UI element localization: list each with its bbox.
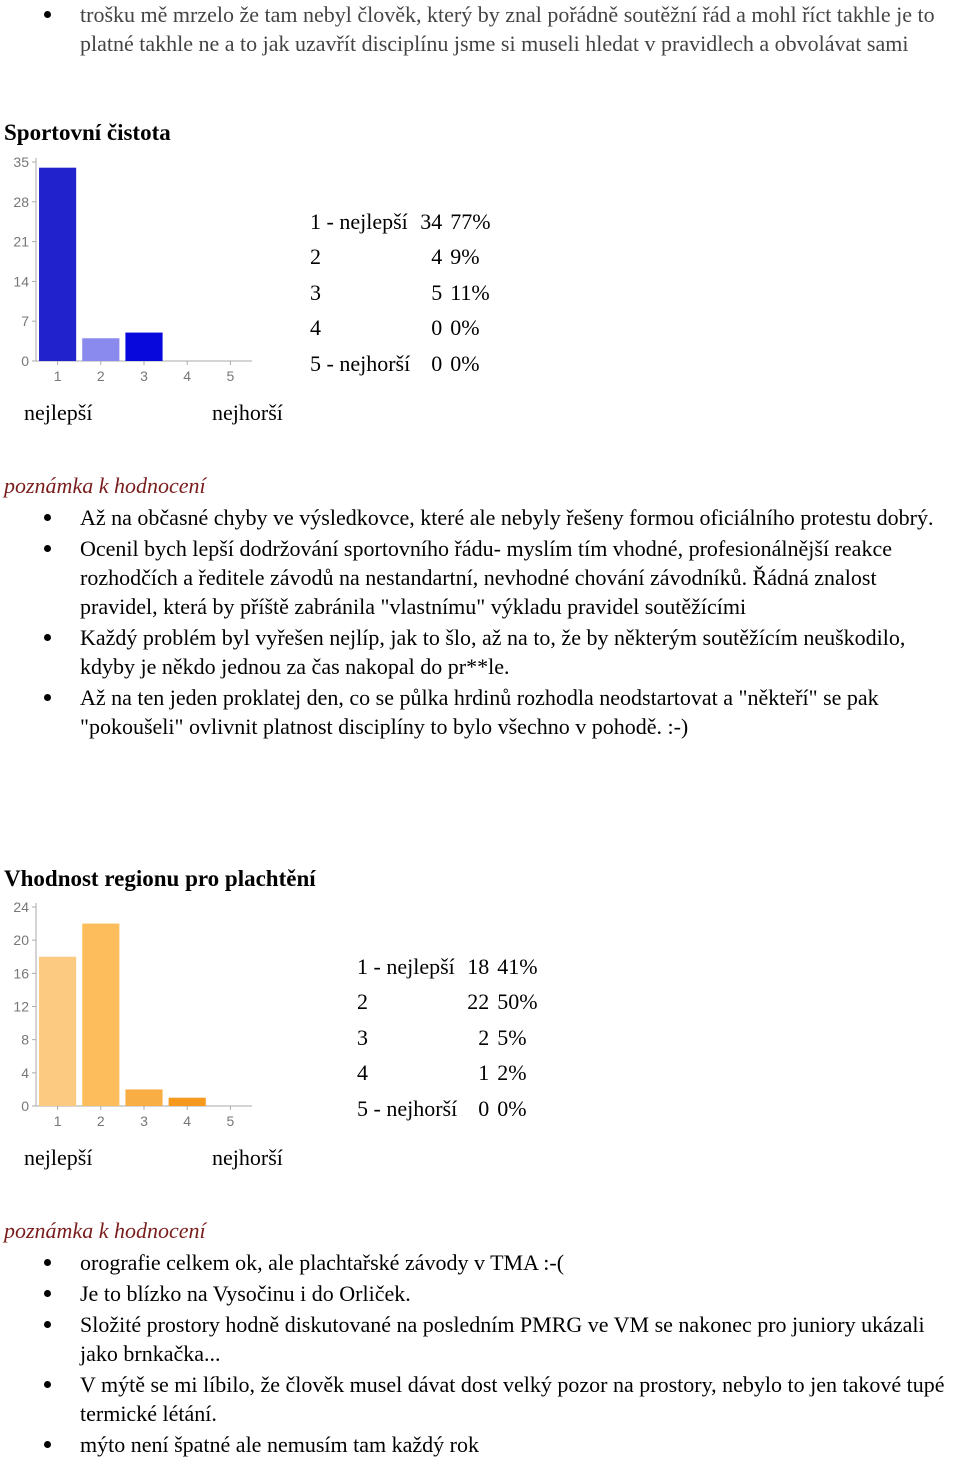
list-item: V mýtě se mi líbilo, že člověk musel dávat dost velký pozor na prostory, nebylo to jen takové tupé termické létání. [0,1370,960,1428]
rating-label: 4 [310,315,321,341]
y-tick-label: 24 [13,899,29,915]
list-item: mýto není špatné ale nemusím tam každý rok [0,1430,960,1459]
bar-chart-sportovni-cistota [0,150,270,390]
x-tick-label: 2 [96,368,105,384]
rating-count: 4 [431,244,443,270]
bar [169,1098,206,1106]
y-tick-label: 16 [13,965,29,982]
scale-worst-label: nejhorší [212,400,283,425]
rating-label: 2 [310,244,321,270]
y-tick-label: 12 [13,998,29,1015]
results-table [357,949,538,1127]
results-table [310,204,491,382]
y-tick-label: 35 [13,154,29,170]
list-item: trošku mě mrzelo že tam nebyl člověk, který by znal pořádně soutěžní řád a mohl říct takhle je to platné takhle ne a to jak uzavřít disciplínu jsme si museli hledat v pravidlech a obvolávat sami [0,0,960,58]
rating-label: 5 - nejhorší [310,350,411,376]
comment-list [0,1248,960,1459]
table-row [310,311,491,347]
bar [39,168,76,361]
rating-percent: 0% [450,315,480,341]
rating-count: 34 [420,208,443,234]
y-tick-label: 0 [21,1098,29,1114]
rating-count: 0 [478,1095,490,1121]
rating-percent: 9% [450,244,480,270]
y-tick-label: 28 [13,193,29,210]
rating-count: 1 [478,1060,490,1086]
bar-chart-vhodnost-regionu [0,895,270,1135]
rating-percent: 2% [497,1060,527,1086]
scale-best-label: nejlepší [24,1145,93,1170]
rating-percent: 11% [450,279,490,305]
scale-worst-label: nejhorší [212,1145,283,1170]
rating-percent: 0% [450,350,480,376]
y-tick-label: 4 [21,1064,29,1081]
table-row [357,949,538,985]
table-row [310,240,491,276]
rating-count: 0 [431,350,443,376]
note-label: poznámka k hodnocení [4,473,206,498]
x-tick-label: 1 [53,368,62,384]
table-row [357,1056,538,1092]
y-tick-label: 14 [13,273,29,290]
list-item: Je to blízko na Vysočinu i do Orliček. [0,1279,960,1308]
rating-percent: 50% [497,989,538,1015]
bar [125,1089,162,1106]
rating-count: 2 [478,1024,490,1050]
x-tick-label: 5 [226,368,235,384]
rating-count: 5 [431,279,443,305]
rating-count: 18 [467,953,490,979]
x-tick-label: 3 [140,368,148,384]
scale-best-label: nejlepší [24,400,93,425]
table-row [357,1020,538,1056]
note-label: poznámka k hodnocení [4,1218,206,1243]
bar [82,924,119,1106]
table-row [310,275,491,311]
bar [39,957,76,1106]
rating-label: 5 - nejhorší [357,1095,458,1121]
list-item: Složité prostory hodně diskutované na posledním PMRG ve VM se nakonec pro juniory ukázali jako brnkačka... [0,1310,960,1368]
x-tick-label: 5 [226,1113,235,1129]
rating-percent: 0% [497,1095,527,1121]
x-tick-label: 4 [183,1113,192,1129]
x-tick-label: 2 [96,1113,105,1129]
list-item: Až na občasné chyby ve výsledkovce, které ale nebyly řešeny formou oficiálního protestu dobrý. [0,503,960,532]
rating-count: 22 [467,989,490,1015]
y-tick-label: 8 [21,1031,29,1048]
x-tick-label: 1 [53,1113,62,1129]
rating-label: 1 - nejlepší [357,953,455,979]
section-title: Vhodnost regionu pro plachtění [4,866,316,891]
rating-label: 3 [357,1024,368,1050]
list-item: Ocenil bych lepší dodržování sportovního řádu- myslím tím vhodné, profesionálnější reakce rozhodčích a ředitele závodů na nestandartní, nevhodné chování závodníků. Řádná znalost pravidel, která by příště zabránila "vlastnímu" výkladu pravidel soutěžícími [0,534,960,621]
rating-percent: 77% [450,208,491,234]
rating-label: 4 [357,1060,368,1086]
rating-label: 2 [357,989,368,1015]
rating-label: 1 - nejlepší [310,208,408,234]
y-tick-label: 20 [13,932,29,949]
y-tick-label: 0 [21,353,29,369]
y-tick-label: 7 [21,313,29,330]
rating-count: 0 [431,315,443,341]
table-row [357,1091,538,1127]
section-title: Sportovní čistota [4,120,171,145]
list-item: Až na ten jeden proklatej den, co se půlka hrdinů rozhodla neodstartovat a "někteří" se pak "pokoušeli" ovlivnit platnost disciplíny to bylo všechno v pohodě. :-) [0,683,960,741]
rating-percent: 41% [497,953,538,979]
x-tick-label: 4 [183,368,192,384]
list-item: orografie celkem ok, ale plachtařské závody v TMA :-( [0,1248,960,1277]
comment-list [0,503,960,741]
table-row [310,204,491,240]
rating-percent: 5% [497,1024,527,1050]
bar [125,333,162,361]
rating-label: 3 [310,279,321,305]
table-row [357,985,538,1021]
y-tick-label: 21 [13,233,29,250]
bar [82,338,119,361]
x-tick-label: 3 [140,1113,148,1129]
list-item: Každý problém byl vyřešen nejlíp, jak to šlo, až na to, že by některým soutěžícím neuškodilo, kdyby je někdo jednou za čas nakopal do pr**le. [0,623,960,681]
table-row [310,346,491,382]
intro-bullet-list [0,0,960,58]
